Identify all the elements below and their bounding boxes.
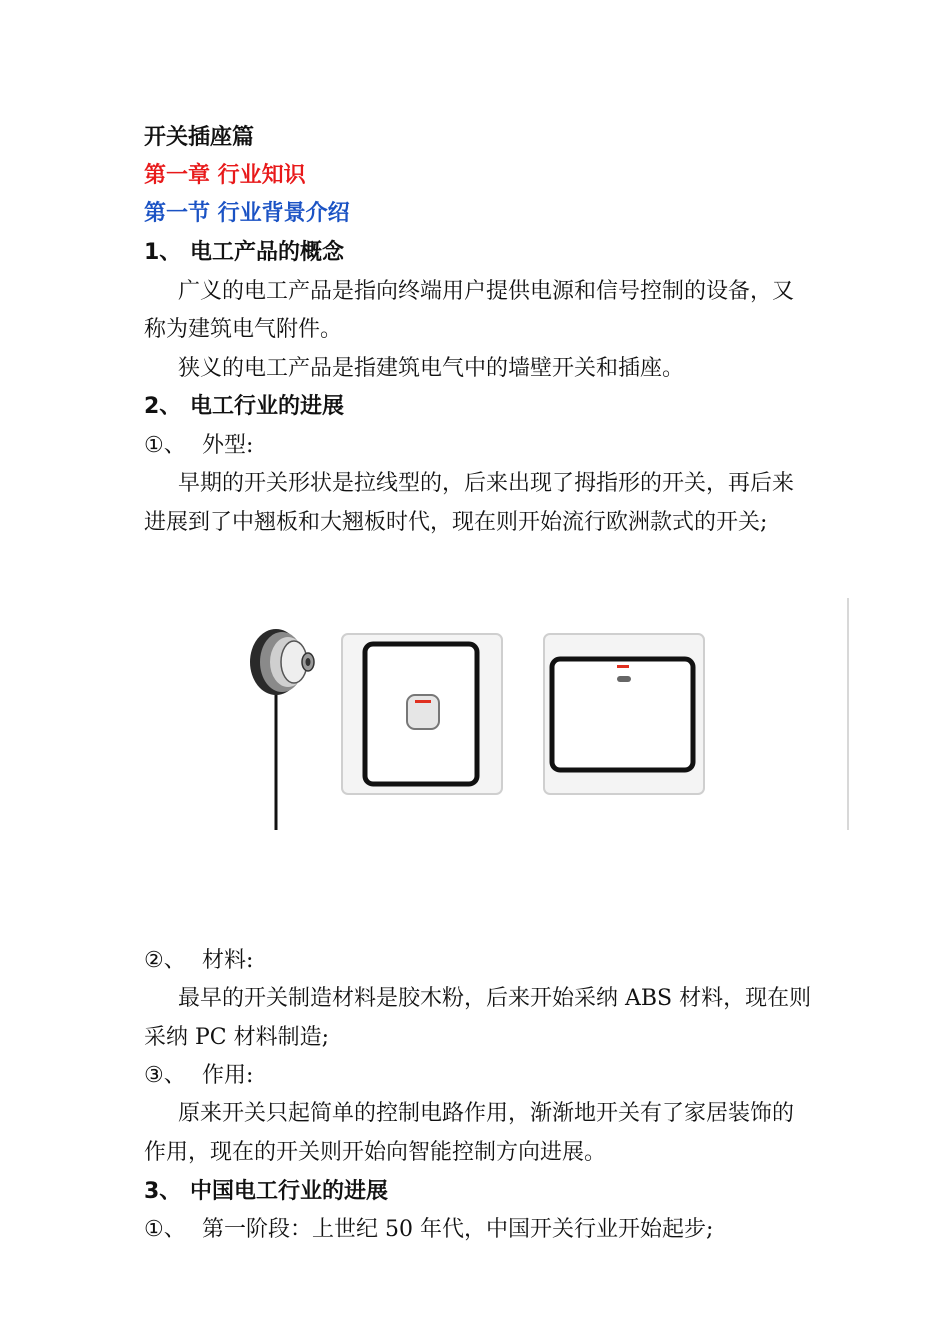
heading-1-number: 1、 bbox=[144, 240, 182, 265]
subheading-1-number: ①、 bbox=[144, 433, 186, 458]
heading-3-number: 3、 bbox=[144, 1179, 182, 1204]
subheading-3 bbox=[144, 1061, 253, 1091]
heading-2-number: 2、 bbox=[144, 394, 182, 419]
heading-1-text: 电工产品的概念 bbox=[190, 240, 345, 265]
chapter-heading: 第一章 行业知识 bbox=[144, 163, 306, 188]
paragraph-1-line-2: 称为建筑电气附件。 bbox=[144, 317, 343, 342]
paragraph-5-line-2: 作用，现在的开关则开始向智能控制方向进展。 bbox=[144, 1140, 607, 1165]
subheading-2-text: 材料: bbox=[202, 948, 254, 973]
subheading-2 bbox=[144, 946, 253, 976]
paragraph-3-line-1: 早期的开关形状是拉线型的，后来出现了拇指形的开关，再后来 bbox=[178, 471, 795, 496]
paragraph-3-line-2: 进展到了中翘板和大翘板时代，现在则开始流行欧洲款式的开关; bbox=[144, 510, 768, 535]
paragraph-2: 狭义的电工产品是指建筑电气中的墙壁开关和插座。 bbox=[178, 356, 685, 381]
subheading-4 bbox=[144, 1215, 713, 1245]
switch-evolution-image bbox=[176, 598, 850, 830]
subheading-1-text: 外型: bbox=[202, 433, 254, 458]
mid-rocker-switch-icon bbox=[342, 634, 502, 794]
heading-3 bbox=[144, 1177, 388, 1207]
section-heading: 第一节 行业背景介绍 bbox=[144, 201, 350, 226]
document-title: 开关插座篇 bbox=[144, 125, 255, 150]
heading-2-text: 电工行业的进展 bbox=[190, 394, 345, 419]
subheading-4-number: ①、 bbox=[144, 1217, 186, 1242]
large-rocker-switch-icon bbox=[544, 634, 704, 794]
heading-3-text: 中国电工行业的进展 bbox=[190, 1179, 389, 1204]
subheading-1 bbox=[144, 431, 253, 461]
heading-1 bbox=[144, 238, 344, 268]
subheading-2-number: ②、 bbox=[144, 948, 186, 973]
paragraph-4-line-2: 采纳 PC 材料制造; bbox=[144, 1025, 330, 1050]
subheading-3-number: ③、 bbox=[144, 1063, 186, 1088]
heading-2 bbox=[144, 392, 344, 422]
paragraph-1-line-1: 广义的电工产品是指向终端用户提供电源和信号控制的设备，又 bbox=[178, 279, 795, 304]
subheading-4-text: 第一阶段：上世纪 50 年代，中国开关行业开始起步; bbox=[202, 1217, 714, 1242]
subheading-3-text: 作用: bbox=[202, 1063, 254, 1088]
paragraph-4-line-1: 最早的开关制造材料是胶木粉，后来开始采纳 ABS 材料，现在则 bbox=[178, 986, 812, 1011]
paragraph-5-line-1: 原来开关只起简单的控制电路作用，渐渐地开关有了家居装饰的 bbox=[178, 1101, 795, 1126]
